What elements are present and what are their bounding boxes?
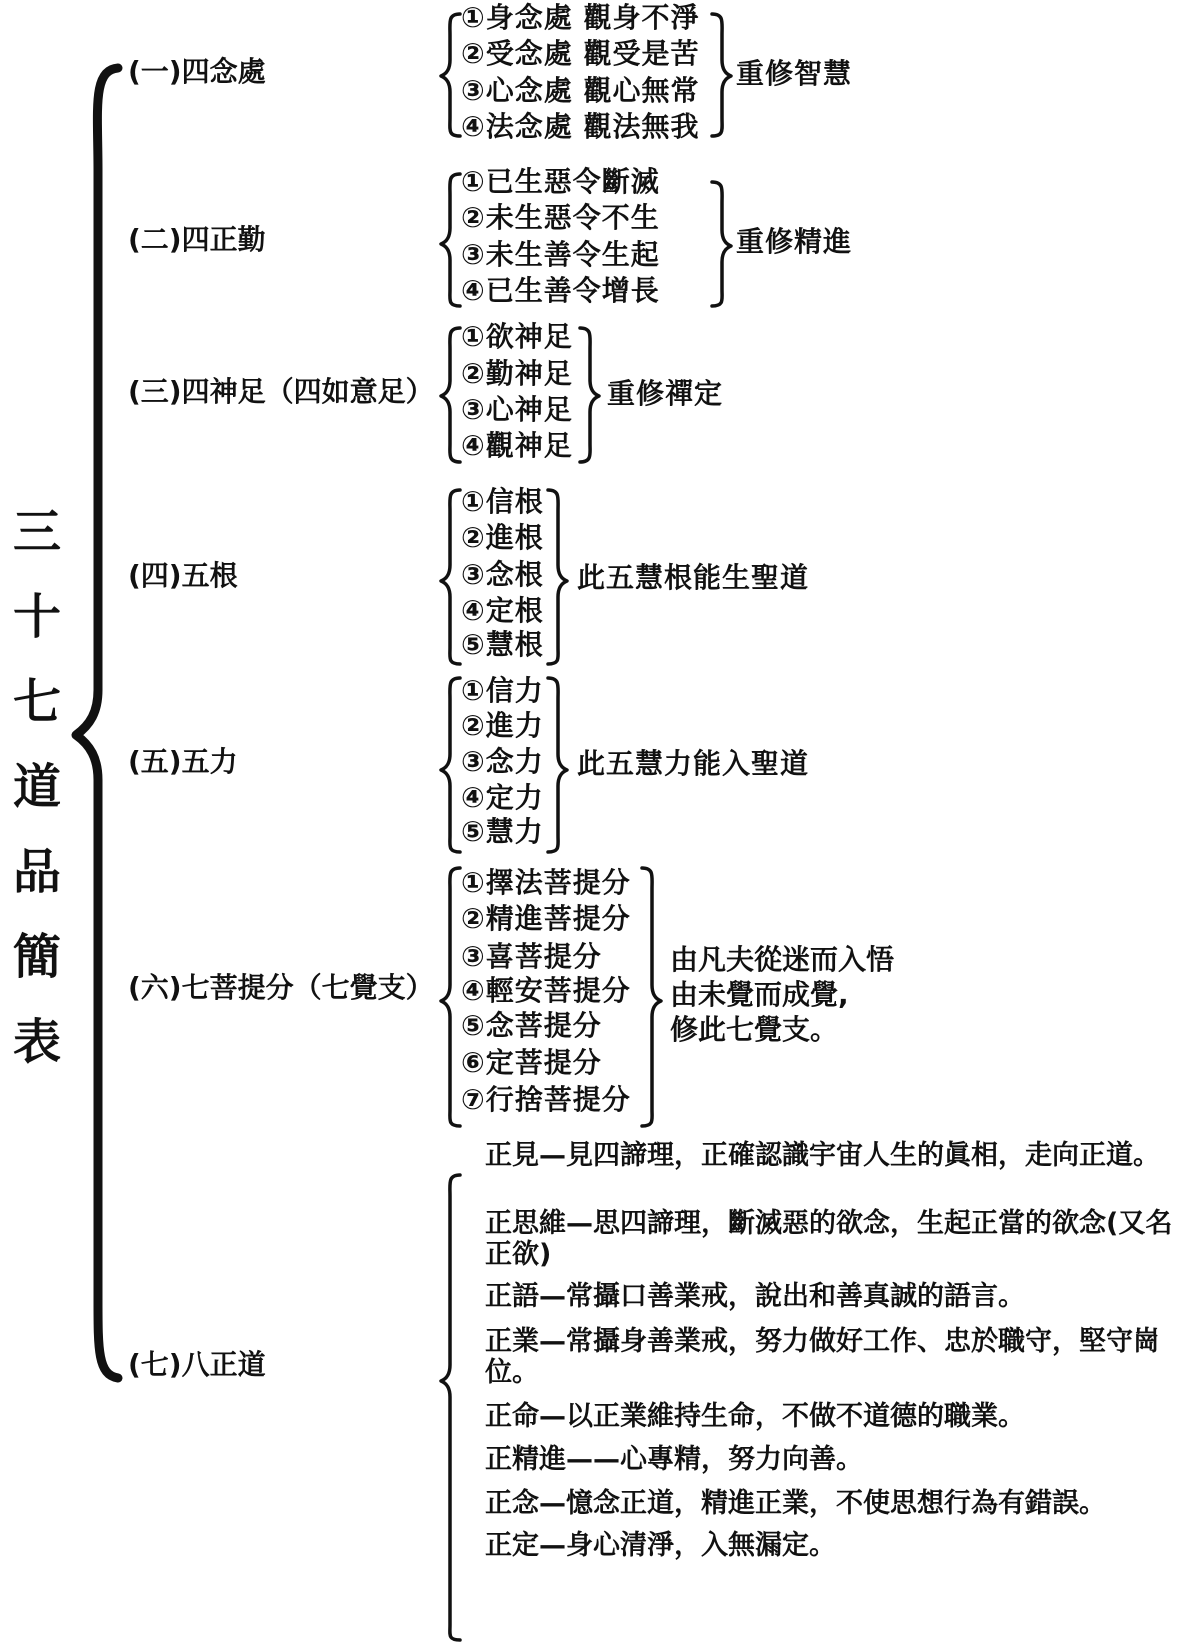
brace-right-5 xyxy=(548,678,567,852)
brace-right-1 xyxy=(712,14,731,136)
list-item: ②受念處 觀受是苦 xyxy=(461,37,700,70)
list-item: ⑤慧力 xyxy=(461,815,544,848)
list-item: ④輕安菩提分 xyxy=(461,974,631,1007)
brace-right-2 xyxy=(712,182,731,306)
summary-line: 由凡夫從迷而入悟 xyxy=(670,943,895,976)
list-item: ②進力 xyxy=(461,709,544,742)
section-summary-5: 此五慧力能入聖道 xyxy=(577,747,810,780)
brace-left-7 xyxy=(441,1175,460,1640)
path-item: 正命—以正業維持生命，不做不道德的職業。 xyxy=(485,1401,1025,1432)
list-item: ①信根 xyxy=(461,485,544,518)
list-item: ⑥定菩提分 xyxy=(461,1046,602,1079)
path-item: 正思維—思四諦理，斷滅惡的欲念，生起正當的欲念(又名正欲) xyxy=(485,1208,1173,1270)
brace-left-6 xyxy=(441,868,460,1126)
path-item: 正定—身心清淨，入無漏定。 xyxy=(485,1530,836,1561)
list-item: ①擇法菩提分 xyxy=(461,866,631,899)
list-item: ④觀神足 xyxy=(461,429,573,462)
section-label-4: (四)五根 xyxy=(128,559,238,592)
title-char: 七 xyxy=(12,674,61,730)
section-summary-6 xyxy=(670,942,894,1047)
list-item: ③念根 xyxy=(461,558,544,591)
path-item: 正精進——心專精，努力向善。 xyxy=(485,1444,863,1475)
brace-left-4 xyxy=(441,490,460,664)
path-item: 正業—常攝身善業戒，努力做好工作、忠於職守，堅守崗位。 xyxy=(485,1326,1160,1388)
section-summary-3: 重修禪定 xyxy=(607,377,724,410)
summary-line: 修此七覺支。 xyxy=(670,1013,839,1046)
section-label-5: (五)五力 xyxy=(128,745,238,778)
list-item: ④定力 xyxy=(461,781,544,814)
list-item: ③念力 xyxy=(461,745,544,778)
brace-right-6 xyxy=(642,868,661,1126)
list-item: ②未生惡令不生 xyxy=(461,201,660,234)
section-label-7: (七)八正道 xyxy=(128,1348,266,1381)
list-item: ③心神足 xyxy=(461,393,573,426)
brace-left-1 xyxy=(441,14,460,136)
brace-right-4 xyxy=(548,490,567,664)
list-item: ③喜菩提分 xyxy=(461,940,602,973)
list-item: ②勤神足 xyxy=(461,357,573,390)
list-item: ①已生惡令斷滅 xyxy=(461,165,660,198)
brace-left-2 xyxy=(441,174,460,306)
title-char: 十 xyxy=(12,589,61,645)
list-item: ①信力 xyxy=(461,674,544,707)
section-summary-2: 重修精進 xyxy=(736,225,853,258)
list-item: ②精進菩提分 xyxy=(461,902,631,935)
brace-right-3 xyxy=(580,328,599,462)
section-label-2: (二)四正勤 xyxy=(128,223,266,256)
title-char: 品 xyxy=(12,844,61,900)
title-char: 道 xyxy=(12,759,61,815)
section-summary-4: 此五慧根能生聖道 xyxy=(577,561,810,594)
section-summary-1: 重修智慧 xyxy=(736,57,853,90)
list-item: ④定根 xyxy=(461,594,544,627)
path-item: 正語—常攝口善業戒，說出和善真誠的語言。 xyxy=(485,1281,1025,1312)
list-item: ⑦行捨菩提分 xyxy=(461,1083,631,1116)
list-item: ⑤念菩提分 xyxy=(461,1009,602,1042)
list-item: ①欲神足 xyxy=(461,320,573,353)
brace-left-5 xyxy=(441,678,460,852)
diagram-title xyxy=(6,490,68,1085)
brace-left-3 xyxy=(441,328,460,462)
main-bracket xyxy=(76,68,118,1378)
list-item: ①身念處 觀身不淨 xyxy=(461,1,700,34)
list-item: ②進根 xyxy=(461,521,544,554)
section-label-6: (六)七菩提分（七覺支） xyxy=(128,971,434,1004)
section-label-1: (一)四念處 xyxy=(128,55,266,88)
section-label-3: (三)四神足（四如意足） xyxy=(128,375,434,408)
summary-line: 由未覺而成覺, xyxy=(670,978,849,1011)
list-item: ④已生善令增長 xyxy=(461,274,660,307)
list-item: ③心念處 觀心無常 xyxy=(461,74,700,107)
list-item: ⑤慧根 xyxy=(461,628,544,661)
list-item: ③未生善令生起 xyxy=(461,238,660,271)
title-char: 表 xyxy=(12,1014,61,1070)
title-char: 簡 xyxy=(12,929,61,985)
path-item: 正見—見四諦理，正確認識宇宙人生的眞相，走向正道。 xyxy=(485,1140,1160,1171)
path-item: 正念—憶念正道，精進正業，不使思想行為有錯誤。 xyxy=(485,1488,1106,1519)
list-item: ④法念處 觀法無我 xyxy=(461,110,700,143)
title-char: 三 xyxy=(12,504,61,560)
